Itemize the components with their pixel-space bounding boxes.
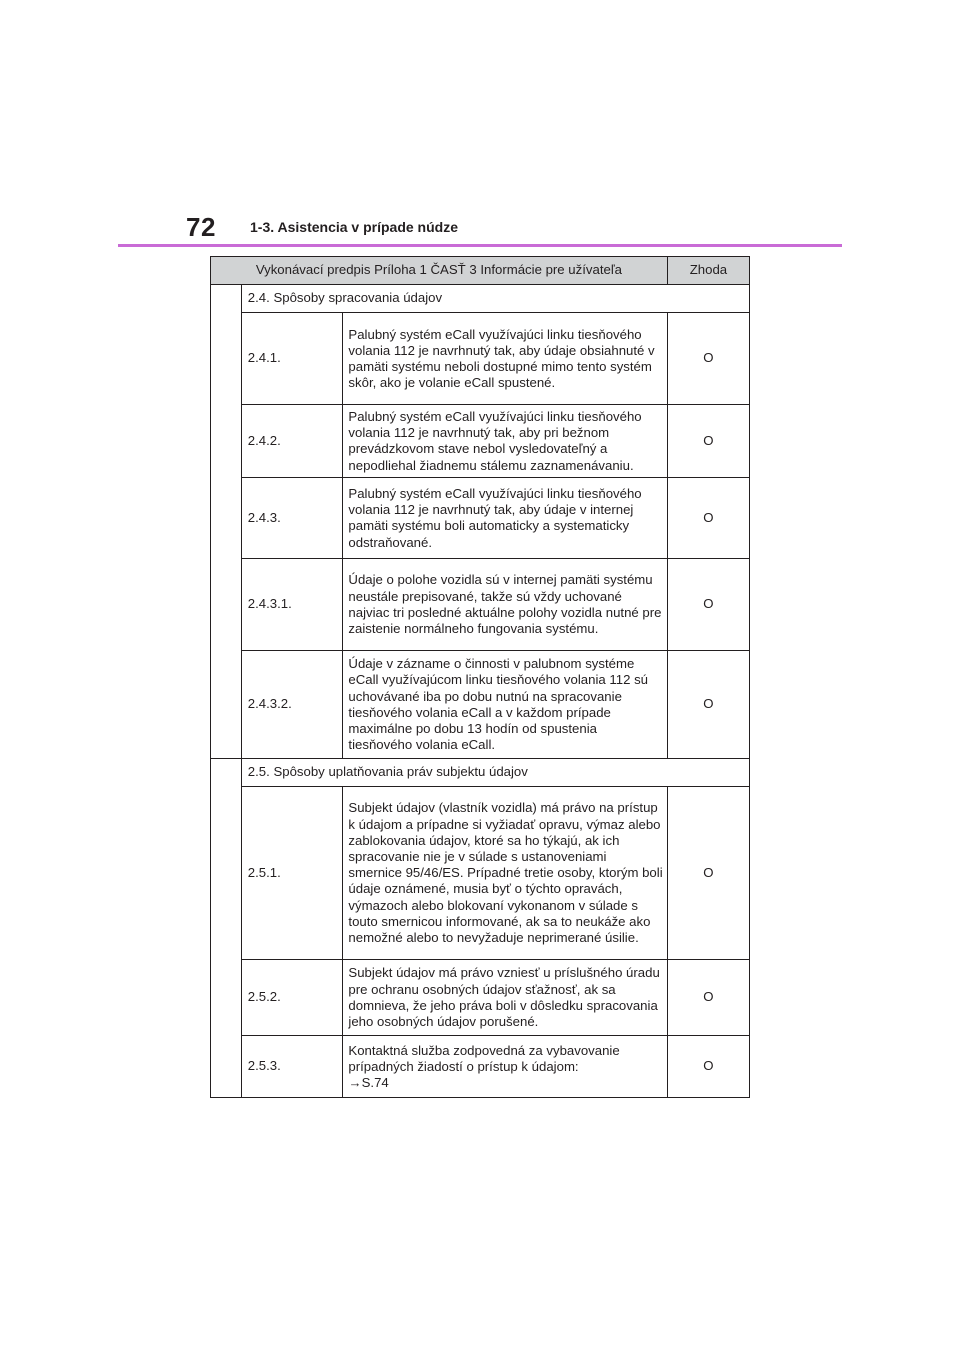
table-row (211, 1035, 750, 1097)
clause-number: 2.4.3.1. (241, 558, 343, 650)
empty-cell (211, 285, 242, 759)
clause-text: Subjekt údajov (vlastník vozidla) má právo na prístup k údajom a prípadne si vyžiadať opravu, výmaz alebo zablokovania údajov, ktoré sa ho týkajú, ak ich spracovanie nie je v súlade s ustanoveniami smernice 95/46/ES. Prípadné tretie osoby, ktorým boli údaje oznámené, musia byť o týchto opravách, výmazoch alebo blokovaní vykonanom v súlade s touto smernicou informované, ak sa to neukáže ako nemožné alebo to nevyžaduje neprimerané úsilie. (343, 786, 667, 959)
page-number: 72 (186, 212, 216, 242)
compliance-mark: O (667, 650, 749, 758)
clause-number: 2.5.2. (241, 959, 343, 1035)
page-reference-link[interactable]: →S.74 (348, 1074, 389, 1090)
compliance-mark: O (667, 959, 749, 1035)
compliance-mark: O (667, 313, 749, 405)
compliance-mark: O (667, 558, 749, 650)
compliance-mark: O (667, 405, 749, 478)
column-header-mark: Zhoda (667, 257, 749, 285)
header-rule (118, 244, 842, 247)
clause-text: Kontaktná služba zodpovedná za vybavovanie prípadných žiadostí o prístup k údajom: (348, 1042, 620, 1074)
section-heading-row (211, 758, 750, 786)
clause-text: Palubný systém eCall využívajúci linku tiesňového volania 112 je navrhnutý tak, aby údaje obsiahnuté v pamäti systému neboli dostupné mimo tento systém skôr, ako je volanie eCall spustené. (343, 313, 667, 405)
compliance-mark: O (667, 1035, 749, 1097)
table-row (211, 959, 750, 1035)
section-title: 1-3. Asistencia v prípade núdze (250, 219, 458, 235)
column-header-main: Vykonávací predpis Príloha 1 ČASŤ 3 Informácie pre užívateľa (211, 257, 668, 285)
requirements-table (210, 256, 750, 1098)
clause-number: 2.4.3.2. (241, 650, 343, 758)
table-row (211, 786, 750, 959)
clause-number: 2.5.1. (241, 786, 343, 959)
table-row (211, 313, 750, 405)
clause-number: 2.4.2. (241, 405, 343, 478)
clause-text: Údaje o polohe vozidla sú v internej pamäti systému neustále prepisované, takže sú vždy uchované najviac tri posledné aktuálne polohy vozidla nutné pre zaistenie normálneho fungovania systému. (343, 558, 667, 650)
section-heading: 2.5. Spôsoby uplatňovania práv subjektu údajov (241, 758, 749, 786)
clause-text: Subjekt údajov má právo vzniesť u príslušného úradu pre ochranu osobných údajov sťažnosť, ak sa domnieva, že jeho práva boli v dôsledku spracovania jeho osobných údajov porušené. (343, 959, 667, 1035)
table-row (211, 405, 750, 478)
clause-cell (343, 1035, 667, 1097)
compliance-mark: O (667, 477, 749, 558)
empty-cell (211, 758, 242, 1097)
clause-text: Palubný systém eCall využívajúci linku tiesňového volania 112 je navrhnutý tak, aby údaje v internej pamäti systému boli automaticky a systematicky odstraňované. (343, 477, 667, 558)
section-heading-row (211, 285, 750, 313)
table-row (211, 558, 750, 650)
table-header-row (211, 257, 750, 285)
clause-number: 2.4.3. (241, 477, 343, 558)
clause-text: Údaje v zázname o činnosti v palubnom systéme eCall využívajúcom linku tiesňového volania 112 sú uchovávané iba po dobu nutnú na spracovanie tiesňového volania eCall a v každom prípade maximálne po dobu 13 hodín od spustenia tiesňového volania eCall. (343, 650, 667, 758)
table-row (211, 650, 750, 758)
table-row (211, 477, 750, 558)
section-heading: 2.4. Spôsoby spracovania údajov (241, 285, 749, 313)
compliance-mark: O (667, 786, 749, 959)
clause-number: 2.5.3. (241, 1035, 343, 1097)
clause-number: 2.4.1. (241, 313, 343, 405)
clause-text: Palubný systém eCall využívajúci linku tiesňového volania 112 je navrhnutý tak, aby pri bežnom prevádzkovom stave nebol vysledovateľný a nepodliehal žiadnemu stálemu zaznamenávaniu. (343, 405, 667, 478)
